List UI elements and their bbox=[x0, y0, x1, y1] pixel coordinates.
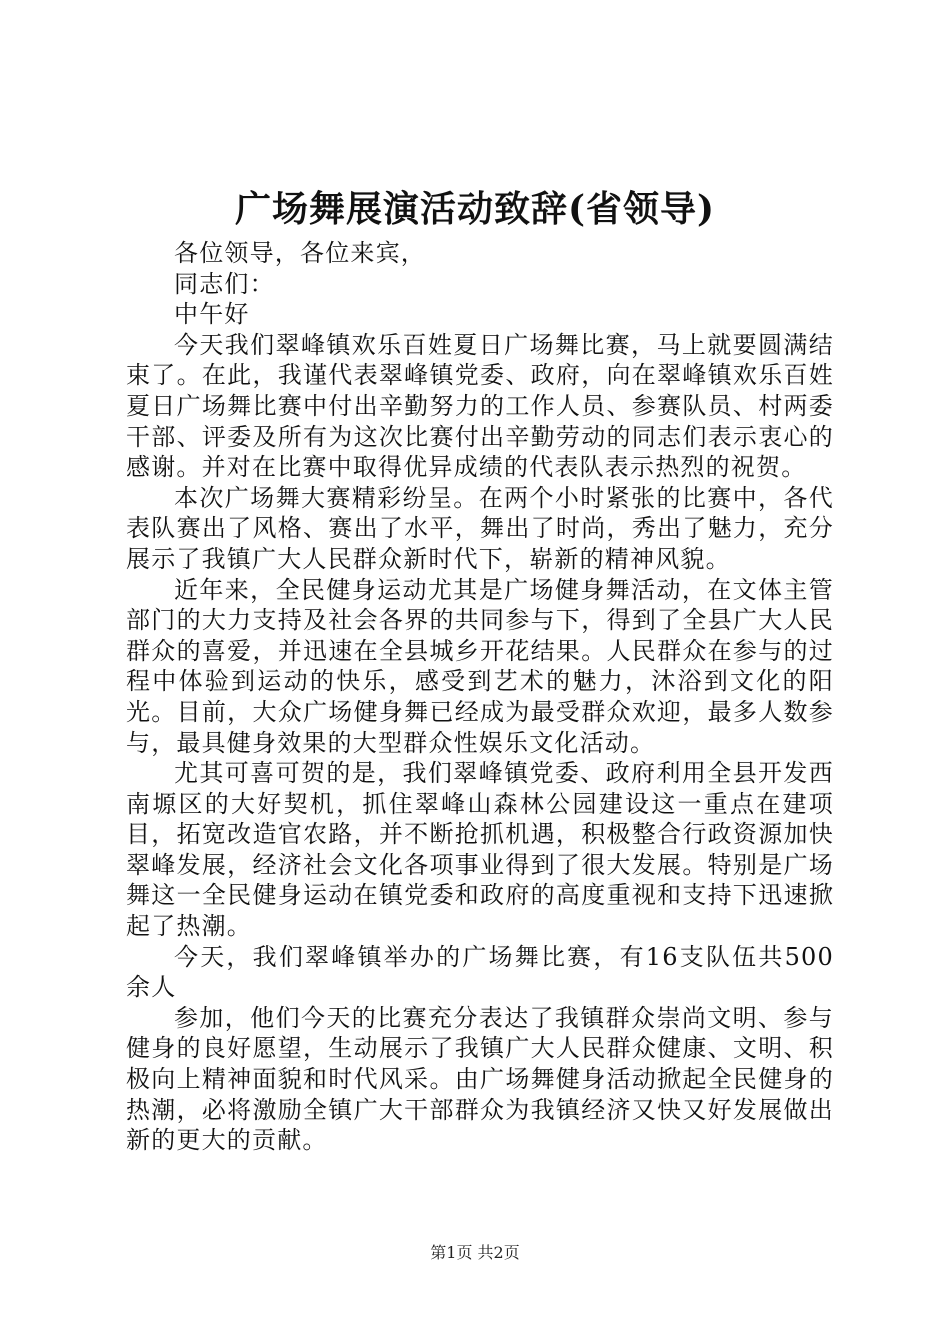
page-footer: 第1页 共2页 bbox=[430, 1243, 520, 1262]
document-title: 广场舞展演活动致辞(省领导) bbox=[234, 188, 716, 230]
salutation-comrades: 同志们： bbox=[174, 269, 275, 298]
paragraph: 今天我们翠峰镇欢乐百姓夏日广场舞比赛，马上就要圆满结束了。在此，我谨代表翠峰镇党委、政府，向在翠峰镇欢乐百姓夏日广场舞比赛中付出辛勤努力的工作人员、参赛队员、村两委干部、评委及所有为这次比赛付出辛勤劳动的同志们表示衷心的感谢。并对在比赛中取得优异成绩的代表队表示热烈的祝贺。 bbox=[126, 330, 834, 482]
paragraph: 本次广场舞大赛精彩纷呈。在两个小时紧张的比赛中，各代表队赛出了风格、赛出了水平，舞出了时尚，秀出了魅力，充分展示了我镇广大人民群众新时代下，崭新的精神风貌。 bbox=[126, 483, 834, 573]
paragraph: 近年来，全民健身运动尤其是广场健身舞活动，在文体主管部门的大力支持及社会各界的共同参与下，得到了全县广大人民群众的喜爱，并迅速在全县城乡开花结果。人民群众在参与的过程中体验到运动的快乐，感受到艺术的魅力，沐浴到文化的阳光。目前，大众广场健身舞已经成为最受群众欢迎，最多人数参与，最具健身效果的大型群众性娱乐文化活动。 bbox=[126, 575, 834, 757]
paragraph: 今天，我们翠峰镇举办的广场舞比赛，有16支队伍共500余人 bbox=[126, 942, 834, 1002]
paragraph: 尤其可喜可贺的是，我们翠峰镇党委、政府利用全县开发西南塬区的大好契机，抓住翠峰山森林公园建设这一重点在建项目，拓宽改造官农路，并不断抢抓机遇，积极整合行政资源加快翠峰发展，经济社会文化各项事业得到了很大发展。特别是广场舞这一全民健身运动在镇党委和政府的高度重视和支持下迅速掀起了热潮。 bbox=[126, 759, 834, 941]
greeting: 中午好 bbox=[174, 300, 250, 329]
document-body bbox=[126, 238, 834, 1156]
paragraph: 参加，他们今天的比赛充分表达了我镇群众崇尚文明、参与健身的良好愿望，生动展示了我镇广大人民群众健康、文明、积极向上精神面貌和时代风采。由广场舞健身活动掀起全民健身的热潮，必将激励全镇广大干部群众为我镇经济又快又好发展做出新的更大的贡献。 bbox=[126, 1003, 834, 1155]
salutation-leaders: 各位领导，各位来宾， bbox=[174, 239, 426, 267]
